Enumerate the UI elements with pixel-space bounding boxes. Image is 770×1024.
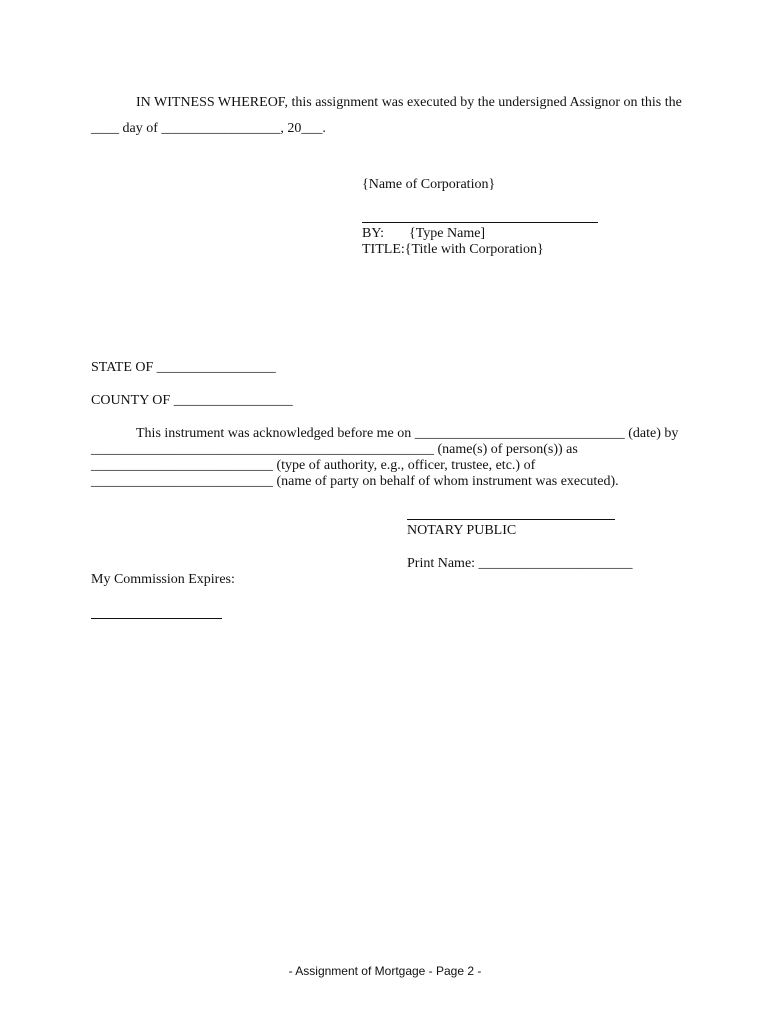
witness-date-line: ____ day of _________________, 20___. <box>91 121 326 136</box>
print-name-line: Print Name: ______________________ <box>407 556 633 571</box>
ack-line-3: __________________________ (type of authority, e.g., officer, trustee, etc.) of <box>91 458 536 473</box>
state-of: STATE OF _________________ <box>91 360 276 375</box>
signature-rule <box>362 222 598 223</box>
county-of: COUNTY OF _________________ <box>91 393 293 408</box>
ack-line-2: _________________________________________________ (name(s) of person(s)) as <box>91 442 578 457</box>
corporation-name: {Name of Corporation} <box>362 177 496 192</box>
ack-line-1: This instrument was acknowledged before me on ______________________________ (date) by <box>136 426 679 441</box>
page-footer: - Assignment of Mortgage - Page 2 - <box>288 964 482 978</box>
witness-line-1: IN WITNESS WHEREOF, this assignment was executed by the undersigned Assignor on this the <box>136 95 682 110</box>
commission-date-rule <box>91 618 222 619</box>
ack-line-4: __________________________ (name of party on behalf of whom instrument was executed). <box>91 474 619 489</box>
by-value: {Type Name] <box>409 226 486 241</box>
by-label: BY: <box>362 226 385 241</box>
commission-expires-label: My Commission Expires: <box>91 572 235 587</box>
notary-public-label: NOTARY PUBLIC <box>407 523 517 538</box>
notary-signature-rule <box>407 519 615 520</box>
title-line: TITLE:{Title with Corporation} <box>362 242 544 257</box>
